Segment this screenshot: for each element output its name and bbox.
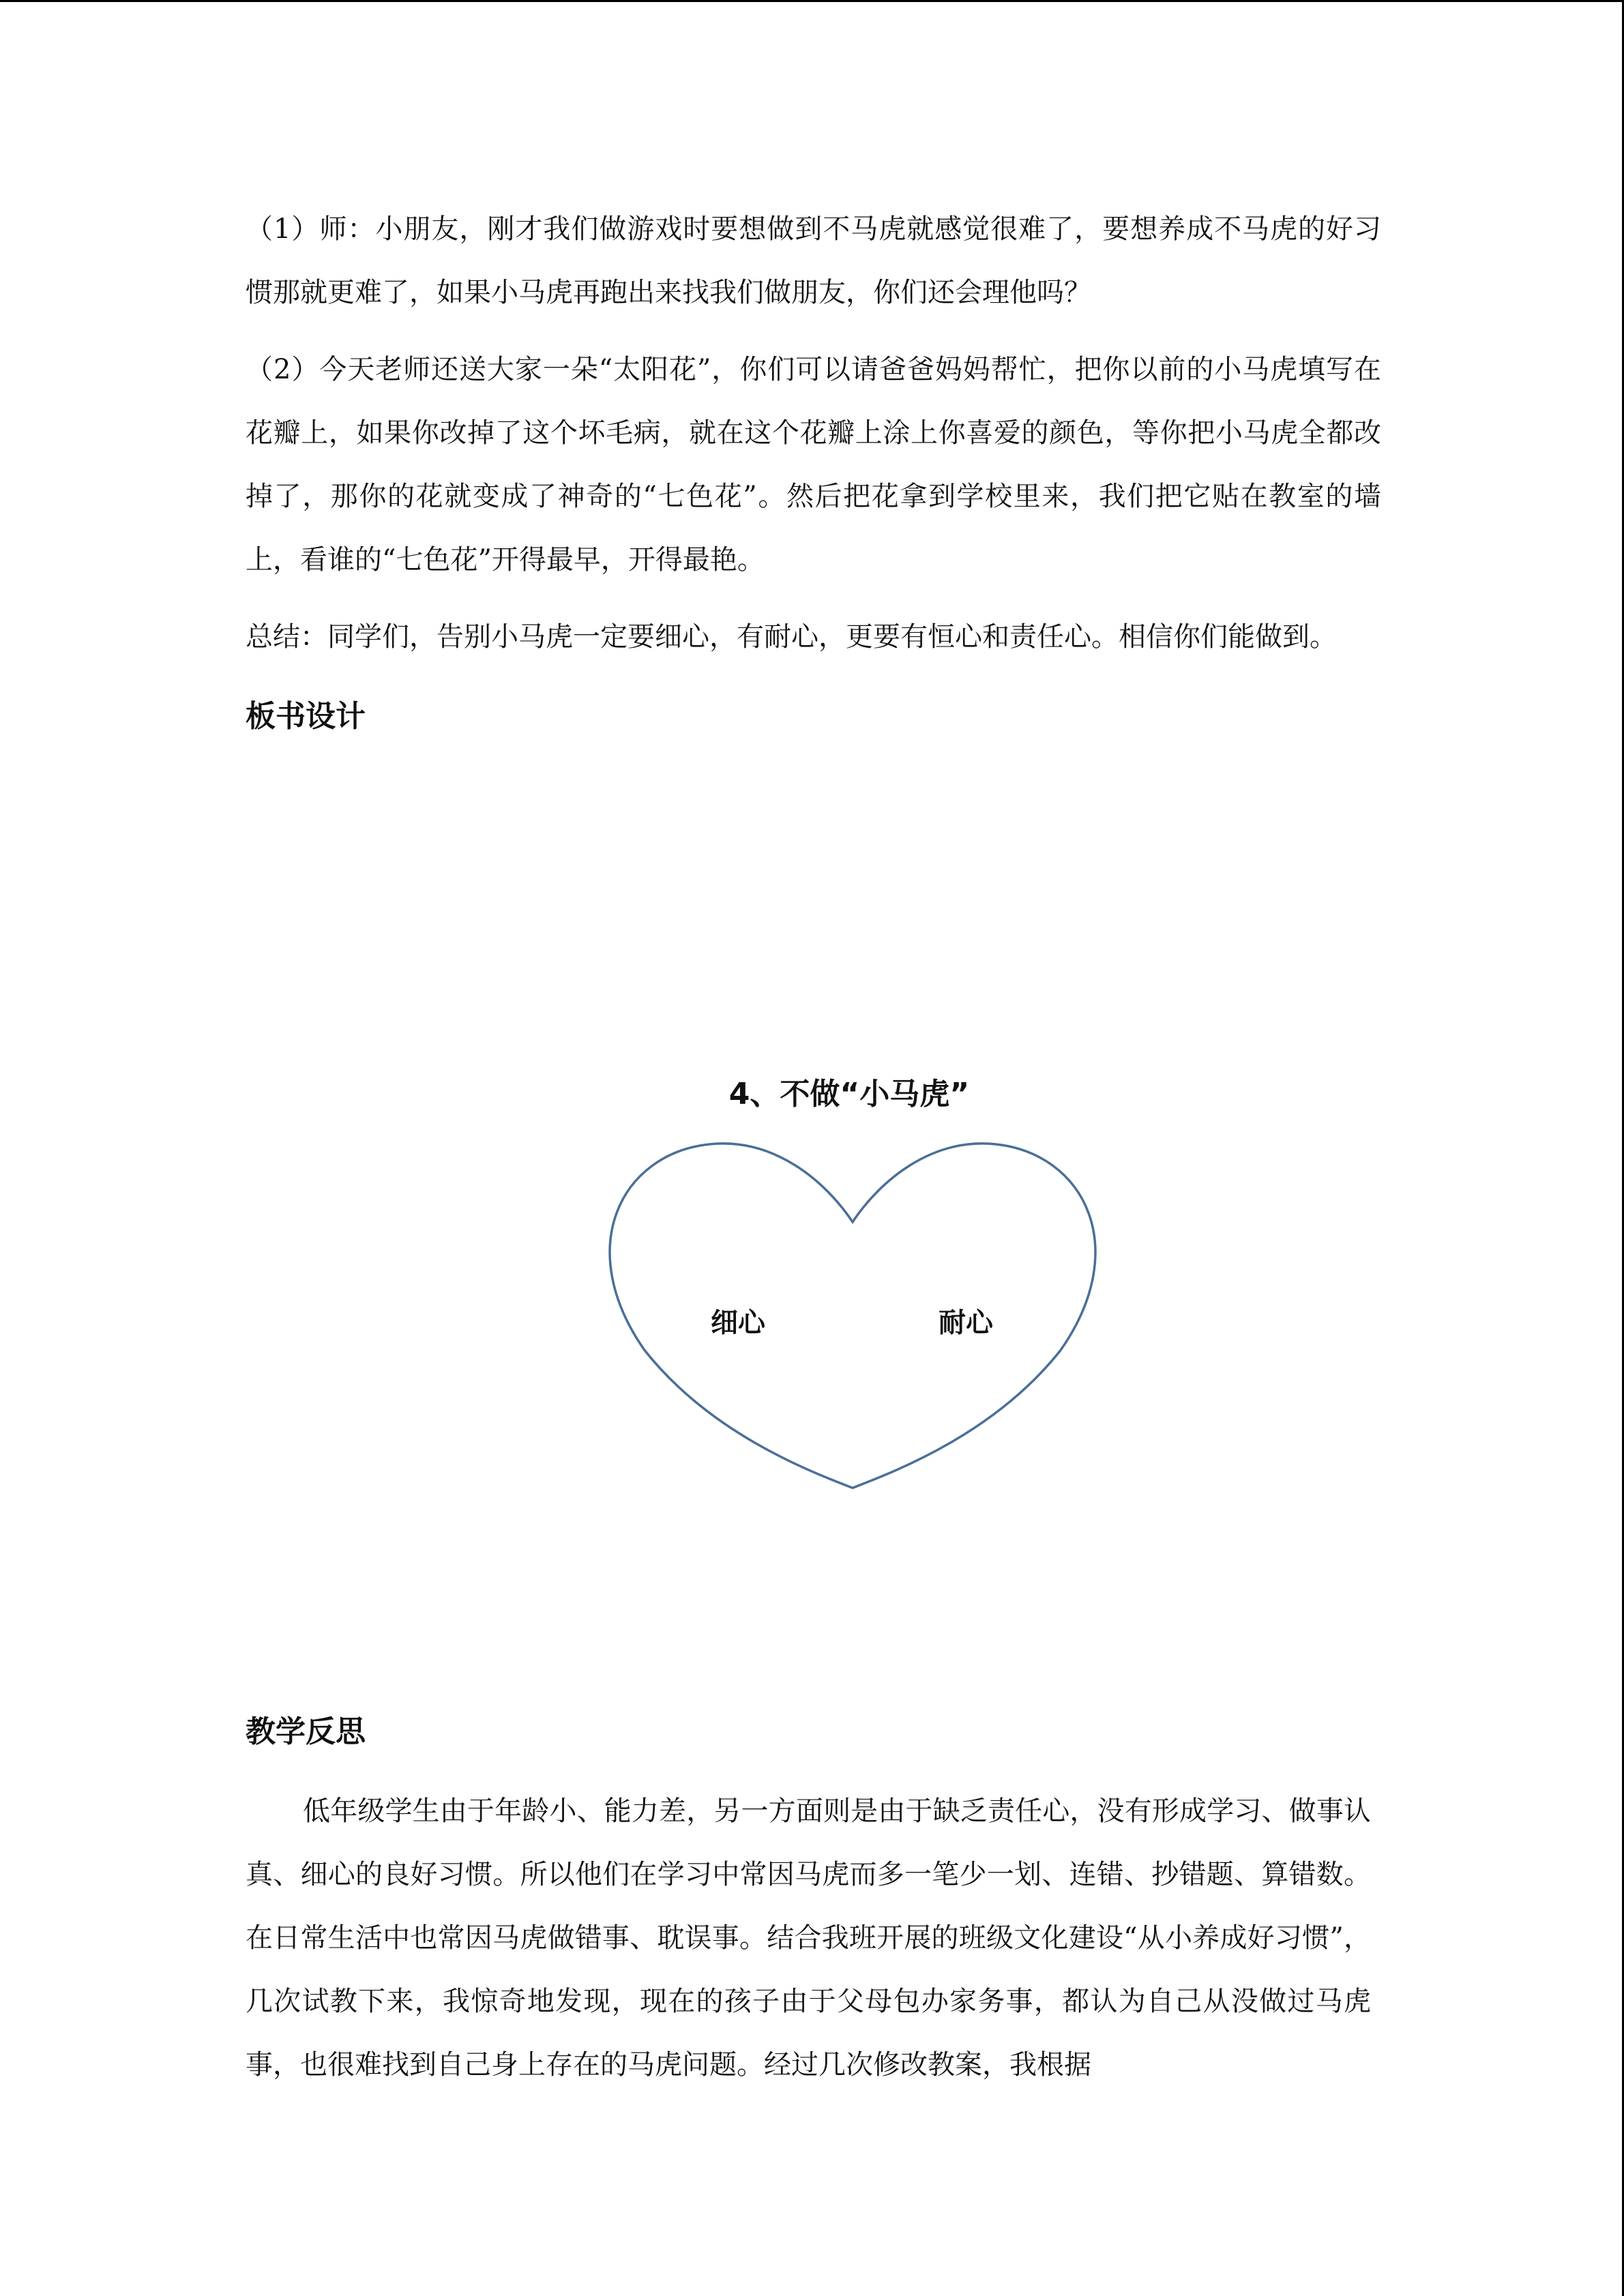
reflection-section <box>246 1698 1371 2097</box>
paragraph-reflection: 低年级学生由于年龄小、能力差，另一方面则是由于缺乏责任心，没有形成学习、做事认真、细心的良好习惯。所以他们在学习中常因马虎而多一笔少一划、连错、抄错题、算错数。在日常生活中也常因马虎做错事、耽误事。结合我班开展的班级文化建设“从小养成好习惯”，几次试教下来，我惊奇地发现，现在的孩子由于父母包办家务事，都认为自己从没做过马虎事，也很难找到自己身上存在的马虎问题。经过几次修改教案，我根据 <box>246 1795 1371 2081</box>
paragraph-summary: 总结：同学们，告别小马虎一定要细心，有耐心，更要有恒心和责任心。相信你们能做到。 <box>246 621 1337 653</box>
paragraph-teacher-question: （1）师：小朋友，刚才我们做游戏时要想做到不马虎就感觉很难了，要想养成不马虎的好习惯那就更难了，如果小马虎再跑出来找我们做朋友，你们还会理他吗？ <box>246 213 1381 308</box>
paragraph-sun-flower: （2）今天老师还送大家一朵“太阳花”，你们可以请爸爸妈妈帮忙，把你以前的小马虎填写在花瓣上，如果你改掉了这个坏毛病，就在这个花瓣上涂上你喜爱的颜色，等你把小马虎全都改掉了，那你的花就变成了神奇的“七色花”。然后把花拿到学校里来，我们把它贴在教室的墙上，看谁的“七色花”开得最早，开得最艳。 <box>246 354 1381 576</box>
board-design-diagram <box>559 1064 1139 1507</box>
heading-reflection: 教学反思 <box>246 1714 366 1749</box>
heart-label-careful: 细心 <box>711 1307 765 1339</box>
heart-outline <box>610 1144 1095 1488</box>
page-top-border <box>0 0 1624 2</box>
heart-label-patient: 耐心 <box>939 1307 993 1339</box>
document-body <box>246 198 1381 751</box>
heading-board-design: 板书设计 <box>246 699 366 734</box>
board-title: 4、不做“小马虎” <box>728 1077 970 1112</box>
heart-diagram <box>559 1064 1139 1507</box>
